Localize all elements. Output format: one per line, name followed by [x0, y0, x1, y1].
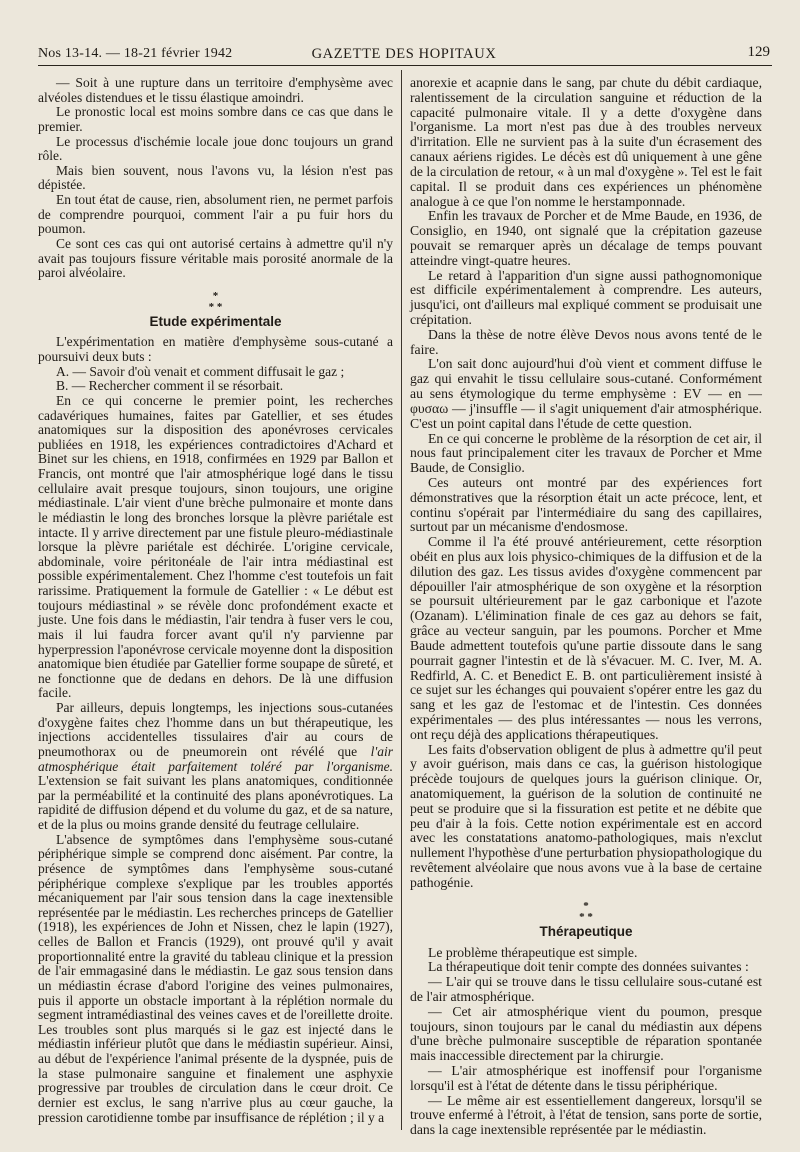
emphasis: l'air atmosphérique était parfaitement toléré par l'organisme. [38, 743, 393, 774]
section-separator: * * * [208, 289, 223, 313]
left-column [38, 76, 393, 1125]
list-item: — Cet air atmosphérique vient du poumon, presque toujours, sinon toujours par le canal du médiastin aux dépens d'une brèche pulmonaire susceptible de réparation spontanée mais inaccessible directement par la chirurgie. [410, 1003, 762, 1064]
list-item: — L'air qui se trouve dans le tissu cellulaire sous-cutané est de l'air atmosphérique. [410, 974, 762, 1004]
journal-title: GAZETTE DES HOPITAUX [311, 46, 497, 62]
paragraph: Ce sont ces cas qui ont autorisé certains à admettre qu'il n'y avait pas toujours fissure véritable mais porosité anormale de la paroi alvéolaire. [38, 235, 393, 281]
paragraph: L'absence de symptômes dans l'emphysème sous-cutané périphérique simple se comprend donc aisément. Par contre, la présence de symptômes dans l'emphysème sous-cutané périphérique complexe s'explique par les troubles apportés mécaniquement par l'air sous tension dans la cage inextensible représentée par le médiastin. Les recherches princeps de Gatellier (1918), les expériences de John et Nissen, chez le lapin (1927), celles de Ballon et Francis (1929), ont prouvé qu'il y avait proportionnalité entre la gravité du tableau clinique et la pression de l'air emmagasiné dans le médiastin. Le gaz sous tension dans un médiastin écrase d'abord l'origine des veines pulmonaires, puis il apporte un obstacle important à la réplétion normale du segment intramédiastinal des veines caves et de l'oreillette droite. Les troubles sont plus marqués si le gaz est injecté dans le médiastin inférieur plutôt que dans le médiastin supérieur. Ainsi, au début de l'expérience l'animal présente de la dyspnée, puis de la stase pulmonaire sanguine et finalement une asphyxie progressive par troubles de circulation dans le cœur droit. Ce dernier est exclus, le sang n'arrive plus au cœur gauche, la pression carotidienne tombe par insuffisance de réplétion ; il y a [38, 831, 393, 1125]
paragraph: L'expérimentation en matière d'emphysème sous-cutané a poursuivi deux buts : [38, 334, 393, 364]
paragraph: Dans la thèse de notre élève Devos nous avons tenté de le faire. [410, 326, 762, 357]
paragraph: Enfin les travaux de Porcher et de Mme Baude, en 1936, de Consiglio, en 1940, ont signalé que la crépitation gazeuse pouvait se remarquer après un décalage de temps pouvant atteindre vingt-quatre heures. [410, 208, 762, 268]
paragraph: Ces auteurs ont montré par des expériences fort démonstratives que la résorption était un acte précoce, lent, et continu s'opérait par l'intermédiaire du sang des capillaires, surtout par un mécanisme d'endosmose. [410, 474, 762, 535]
paragraph: Le retard à l'apparition d'un signe aussi pathognomonique est difficile expérimentalement à comprendre. Les auteurs, jusqu'ici, ont d'ailleurs mal expliqué comment se produisait une crépitation. [410, 267, 762, 327]
paragraph: En tout état de cause, rien, absolument rien, ne permet parfois de comprendre pourquoi, comment l'air a pu fuir hors du poumon. [38, 192, 393, 237]
paragraph: En ce qui concerne le premier point, les recherches cadavériques humaines, faites par Gatellier, et ses études anatomiques sur la disposition des aponévroses cervicales publiées en 1918, les expériences contradictoires d'Achard et Binet sur les chiens, en 1918, confirmées en 1929 par Ballon et Francis, ont montré que l'air atmosphérique logé dans le tissu cellulaire avait presque toujours, sinon toujours, une origine médiastinale. L'air vient d'une brèche pulmonaire et monte dans le médiastin le long des bronches lorsque la plèvre pariétale est intacte. Il y arrive directement par une fistule pleuro-médiastinale lorsque la plèvre pariétale est déchirée. L'origine cervicale, abdominale, voire péritonéale de l'air intra médiastinal est possible expérimentalement. Chez l'homme c'est toutefois un fait rarissime. Pratiquement la formule de Gatellier : « Le début est toujours médiastinal » se révèle donc profondément exacte et juste. Une fois dans le médiastin, l'air tendra à fuser vers le cou, mais il lui faudra forcer avant qu'il n'y parvienne par hyperpression l'aponévrose cervicale moyenne dont la disposition anatomique bien étudiée par Gatellier forme soupape de sûreté, et ne fonctionne que de dedans en dehors. De là une diffusion facile. [38, 392, 393, 701]
paragraph: Le processus d'ischémie locale joue donc toujours un grand rôle. [38, 133, 393, 164]
list-item: B. — Rechercher comment il se résorbait. [56, 378, 284, 394]
paragraph: Comme il l'a été prouvé antérieurement, cette résorption obéit en plus aux lois physico-chimiques de la diffusion et de la dilution des gaz. Les tissus avides d'oxygène commencent par dépouiller l'air atmosphérique de son oxygène et la résorption se poursuit ultérieurement par le gaz carbonique et l'azote (Ozanam). L'élimination finale de ces gaz au dehors se fait, grâce au vecteur sanguin, par les poumons. Porcher et Mme Baude admettent toutefois qu'une partie dissoute dans le sang pourrait gagner l'intestin et de là s'évacuer. M. C. Iver, M. A. Redfirld, A. C. et Benedict E. B. ont particulièrement insisté à ce sujet sur les échanges qui pouvaient s'opérer entre les gaz du sang et les gaz de l'estomac et de l'intestin. Ces données expérimentales — des plus intéressantes — nous les verrons, ont reçu déjà des applications thérapeutiques. [410, 534, 762, 742]
section-heading: Etude expérimentale [149, 313, 282, 329]
page-number: 129 [747, 44, 770, 60]
section-separator: * * * [579, 899, 593, 923]
page-header [38, 44, 770, 66]
right-column [410, 76, 762, 1138]
paragraph: Le problème thérapeutique est simple. [428, 944, 638, 960]
paragraph: La thérapeutique doit tenir compte des données suivantes : [428, 959, 749, 975]
paragraph: En ce qui concerne le problème de la résorption de cet air, il nous faut principalement citer les travaux de Porcher et Mme Baude, de Consiglio. [410, 430, 762, 476]
paragraph: Par ailleurs, depuis longtemps, les injections sous-cutanées d'oxygène faites chez l'homme dans un but thérapeutique, les injections accidentelles tissulaires d'air au cours de pneumothorax ou de pneumorein ont révélé que l'air atmosphérique était parfaitement toléré par l'organisme. L'extension se fait suivant les plans anatomiques, conditionnée par la perméabilité et la continuité des plans aponévrotiques. La rapidité de diffusion dépend et du volume du gaz, et de sa nature, et de la plus ou moins grande densité du feutrage cellulaire. [38, 700, 393, 832]
paragraph: — Soit à une rupture dans un territoire d'emphysème avec alvéoles distendues et le tissu élastique amoindri. [38, 75, 393, 105]
paragraph: Le pronostic local est moins sombre dans ce cas que dans le premier. [38, 104, 393, 134]
paragraph: anorexie et acapnie dans le sang, par chute du débit cardiaque, ralentissement de la circulation sanguine et réduction de la capacité pulmonaire vitale. Il y a dette d'oxygène dans l'organisme. La mort n'est pas due à des troubles nerveux d'irritation. Elle ne survient pas à la suite d'un écrasement des canaux aériens rigides. Le décès est dû uniquement à une gêne de la circulation de retour, « à un mal d'oxygène ». Tel est le fait capital. Il se produit dans ces expériences un phénomène analogue à ce que l'on nomme le herstamponnade. [410, 75, 762, 209]
section-heading: Thérapeutique [539, 923, 633, 939]
paragraph: L'on sait donc aujourd'hui d'où vient et comment diffuse le gaz qui envahit le tissu cellulaire sous-cutané. Conformément au sens étymologique du terme emphysème : EV — en — φυσαω — j'insuffle — il s'agit uniquement d'air atmosphérique. C'est un point capital dans l'étude de cette question. [410, 356, 762, 431]
paragraph: Les faits d'observation obligent de plus à admettre qu'il peut y avoir guérison, mais dans ce cas, la guérison histologique précède toujours de quelques jours la guérison clinique. Or, anatomiquement, la guérison de la solution de continuité ne peut se produire que si la fissuration est petite et ne débite que peu d'air à la fois. Cette notion expérimentale est en accord avec les constatations anatomo-pathologiques, mais n'exclut nullement l'hypothèse d'une perturbation physiopathologique du revêtement alvéolaire que nous avons vue à la base de certaine pathogénie. [410, 741, 762, 890]
list-item: — L'air atmosphérique est inoffensif pour l'organisme lorsqu'il est à l'état de détente dans le tissu périphérique. [410, 1063, 762, 1093]
list-item: — Le même air est essentiellement dangereux, lorsqu'il se trouve enfermé à l'étroit, à l'état de tension, sans porte de sortie, dans la cage inextensible représentée par le médiastin. [410, 1092, 762, 1138]
header-rule [38, 65, 772, 66]
issue-date: Nos 13-14. — 18-21 février 1942 [38, 46, 233, 61]
column-divider [401, 70, 402, 1130]
paragraph: Mais bien souvent, nous l'avons vu, la lésion n'est pas dépistée. [38, 162, 393, 193]
list-item: A. — Savoir d'où venait et comment diffusait le gaz ; [56, 363, 345, 379]
